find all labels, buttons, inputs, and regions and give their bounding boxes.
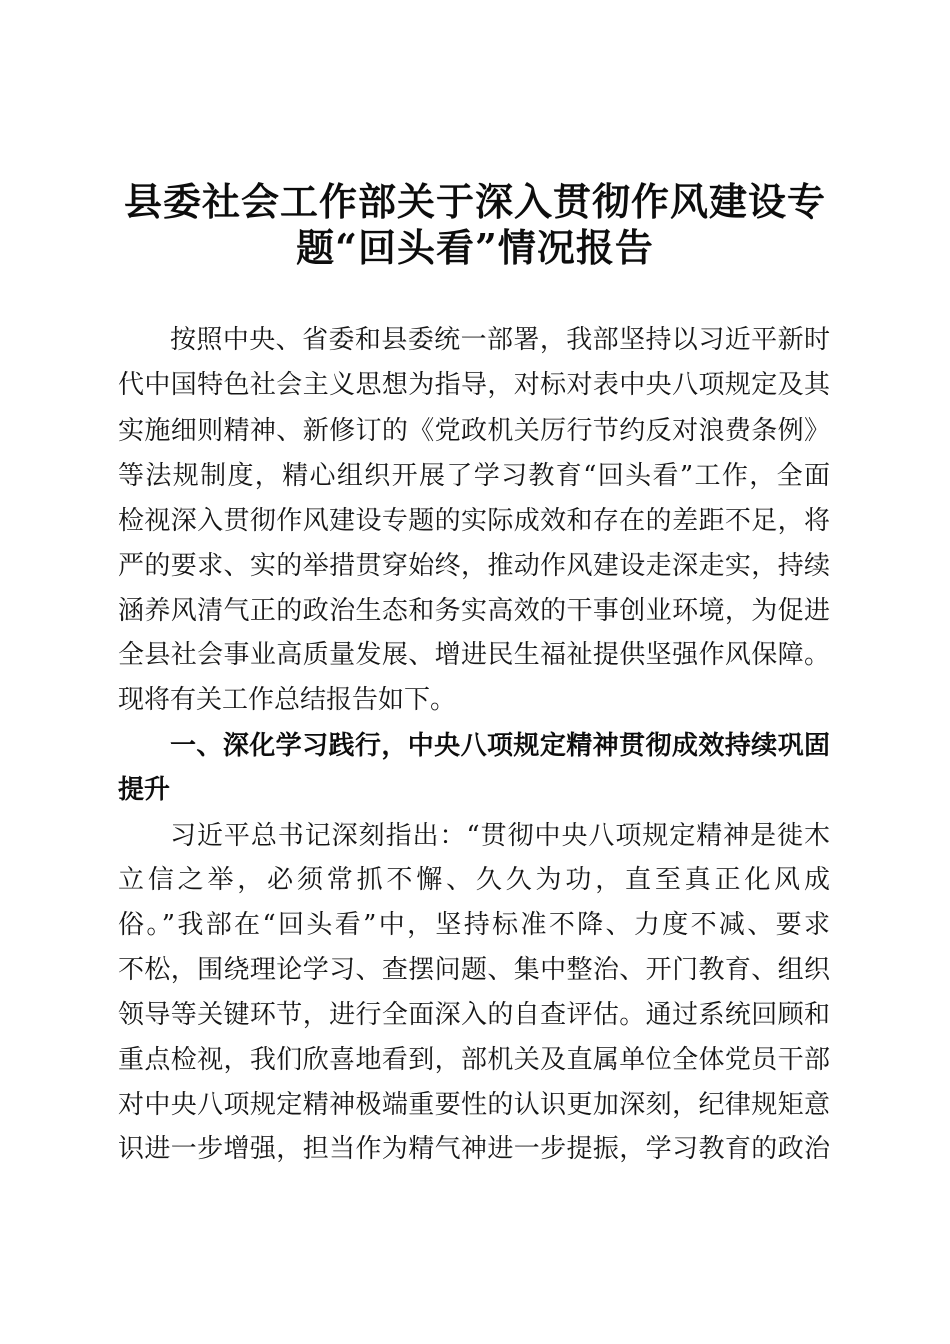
section-1-body-line: 不松，围绕理论学习、查摆问题、集中整治、开门教育、组织	[118, 955, 830, 985]
section-1-body-line: 领导等关键环节，进行全面深入的自查评估。通过系统回顾和	[118, 1000, 830, 1030]
intro-line: 严的要求、实的举措贯穿始终，推动作风建设走深走实，持续	[118, 551, 830, 581]
intro-line: 代中国特色社会主义思想为指导，对标对表中央八项规定及其	[118, 370, 830, 400]
section-1-heading: 一、深化学习践行，中央八项规定精神贯彻成效持续巩固	[170, 731, 830, 761]
intro-line: 检视深入贯彻作风建设专题的实际成效和存在的差距不足，将	[118, 506, 830, 536]
document-title-line-1: 县委社会工作部关于深入贯彻作风建设专	[123, 179, 826, 224]
document-title-line-2: 题“回头看”情况报告	[296, 225, 654, 270]
intro-line: 按照中央、省委和县委统一部署，我部坚持以习近平新时	[170, 325, 830, 355]
intro-line: 等法规制度，精心组织开展了学习教育“回头看”工作，全面	[118, 461, 830, 491]
section-1-body-line: 对中央八项规定精神极端重要性的认识更加深刻，纪律规矩意	[118, 1090, 830, 1120]
intro-line: 全县社会事业高质量发展、增进民生福祉提供坚强作风保障。	[118, 640, 830, 670]
section-1-body-line: 识进一步增强，担当作为精气神进一步提振，学习教育的政治	[118, 1134, 830, 1164]
section-1-heading-continued: 提升	[118, 775, 171, 805]
intro-line: 实施细则精神、新修订的《党政机关厉行节约反对浪费条例》	[118, 416, 830, 446]
section-1-body-line: 重点检视，我们欣喜地看到，部机关及直属单位全体党员干部	[118, 1045, 830, 1075]
intro-line: 现将有关工作总结报告如下。	[118, 685, 457, 715]
section-1-body-line: 立信之举，必须常抓不懈、久久为功，直至真正化风成	[118, 865, 830, 895]
section-1-body-line: 习近平总书记深刻指出：“贯彻中央八项规定精神是徙木	[170, 821, 830, 851]
intro-line: 涵养风清气正的政治生态和务实高效的干事创业环境，为促进	[118, 596, 830, 626]
section-1-body-line: 俗。”我部在“回头看”中，坚持标准不降、力度不减、要求	[118, 910, 830, 940]
